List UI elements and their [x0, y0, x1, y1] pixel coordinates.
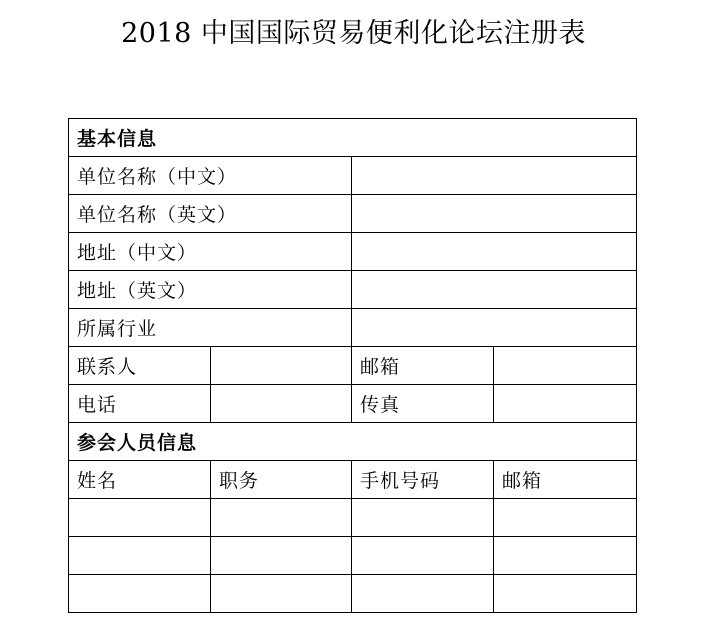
attendee-row — [69, 575, 637, 613]
form-row — [69, 385, 637, 423]
form-row — [69, 195, 637, 233]
form-row — [69, 347, 637, 385]
attendee-mobile-cell[interactable] — [352, 499, 494, 537]
address-cn-label: 地址（中文） — [69, 233, 352, 271]
industry-field[interactable] — [352, 309, 637, 347]
attendee-name-cell[interactable] — [69, 499, 211, 537]
attendee-position-cell[interactable] — [211, 537, 352, 575]
registration-form-table — [68, 118, 637, 613]
attendee-position-cell[interactable] — [211, 575, 352, 613]
org-name-cn-label: 单位名称（中文） — [69, 157, 352, 195]
form-row — [69, 233, 637, 271]
email-label: 邮箱 — [352, 347, 494, 385]
attendee-mobile-cell[interactable] — [352, 537, 494, 575]
column-header-position: 职务 — [211, 461, 352, 499]
column-header-mobile: 手机号码 — [352, 461, 494, 499]
contact-field[interactable] — [211, 347, 352, 385]
form-row — [69, 271, 637, 309]
section-header-row — [69, 119, 637, 157]
email-field[interactable] — [494, 347, 637, 385]
address-en-field[interactable] — [352, 271, 637, 309]
org-name-cn-field[interactable] — [352, 157, 637, 195]
fax-field[interactable] — [494, 385, 637, 423]
phone-field[interactable] — [211, 385, 352, 423]
section-header-row — [69, 423, 637, 461]
attendee-email-cell[interactable] — [494, 575, 637, 613]
form-row — [69, 157, 637, 195]
column-header-email: 邮箱 — [494, 461, 637, 499]
page-title: 2018 中国国际贸易便利化论坛注册表 — [121, 18, 586, 49]
attendee-name-cell[interactable] — [69, 537, 211, 575]
attendee-mobile-cell[interactable] — [352, 575, 494, 613]
attendee-email-cell[interactable] — [494, 537, 637, 575]
form-row — [69, 309, 637, 347]
attendee-info-section-title: 参会人员信息 — [69, 423, 637, 461]
attendee-name-cell[interactable] — [69, 575, 211, 613]
basic-info-section-title: 基本信息 — [69, 119, 637, 157]
attendee-email-cell[interactable] — [494, 499, 637, 537]
fax-label: 传真 — [352, 385, 494, 423]
contact-label: 联系人 — [69, 347, 211, 385]
org-name-en-label: 单位名称（英文） — [69, 195, 352, 233]
phone-label: 电话 — [69, 385, 211, 423]
org-name-en-field[interactable] — [352, 195, 637, 233]
address-cn-field[interactable] — [352, 233, 637, 271]
attendee-row — [69, 499, 637, 537]
attendee-row — [69, 537, 637, 575]
attendee-position-cell[interactable] — [211, 499, 352, 537]
address-en-label: 地址（英文） — [69, 271, 352, 309]
column-header-name: 姓名 — [69, 461, 211, 499]
industry-label: 所属行业 — [69, 309, 352, 347]
attendee-header-row — [69, 461, 637, 499]
